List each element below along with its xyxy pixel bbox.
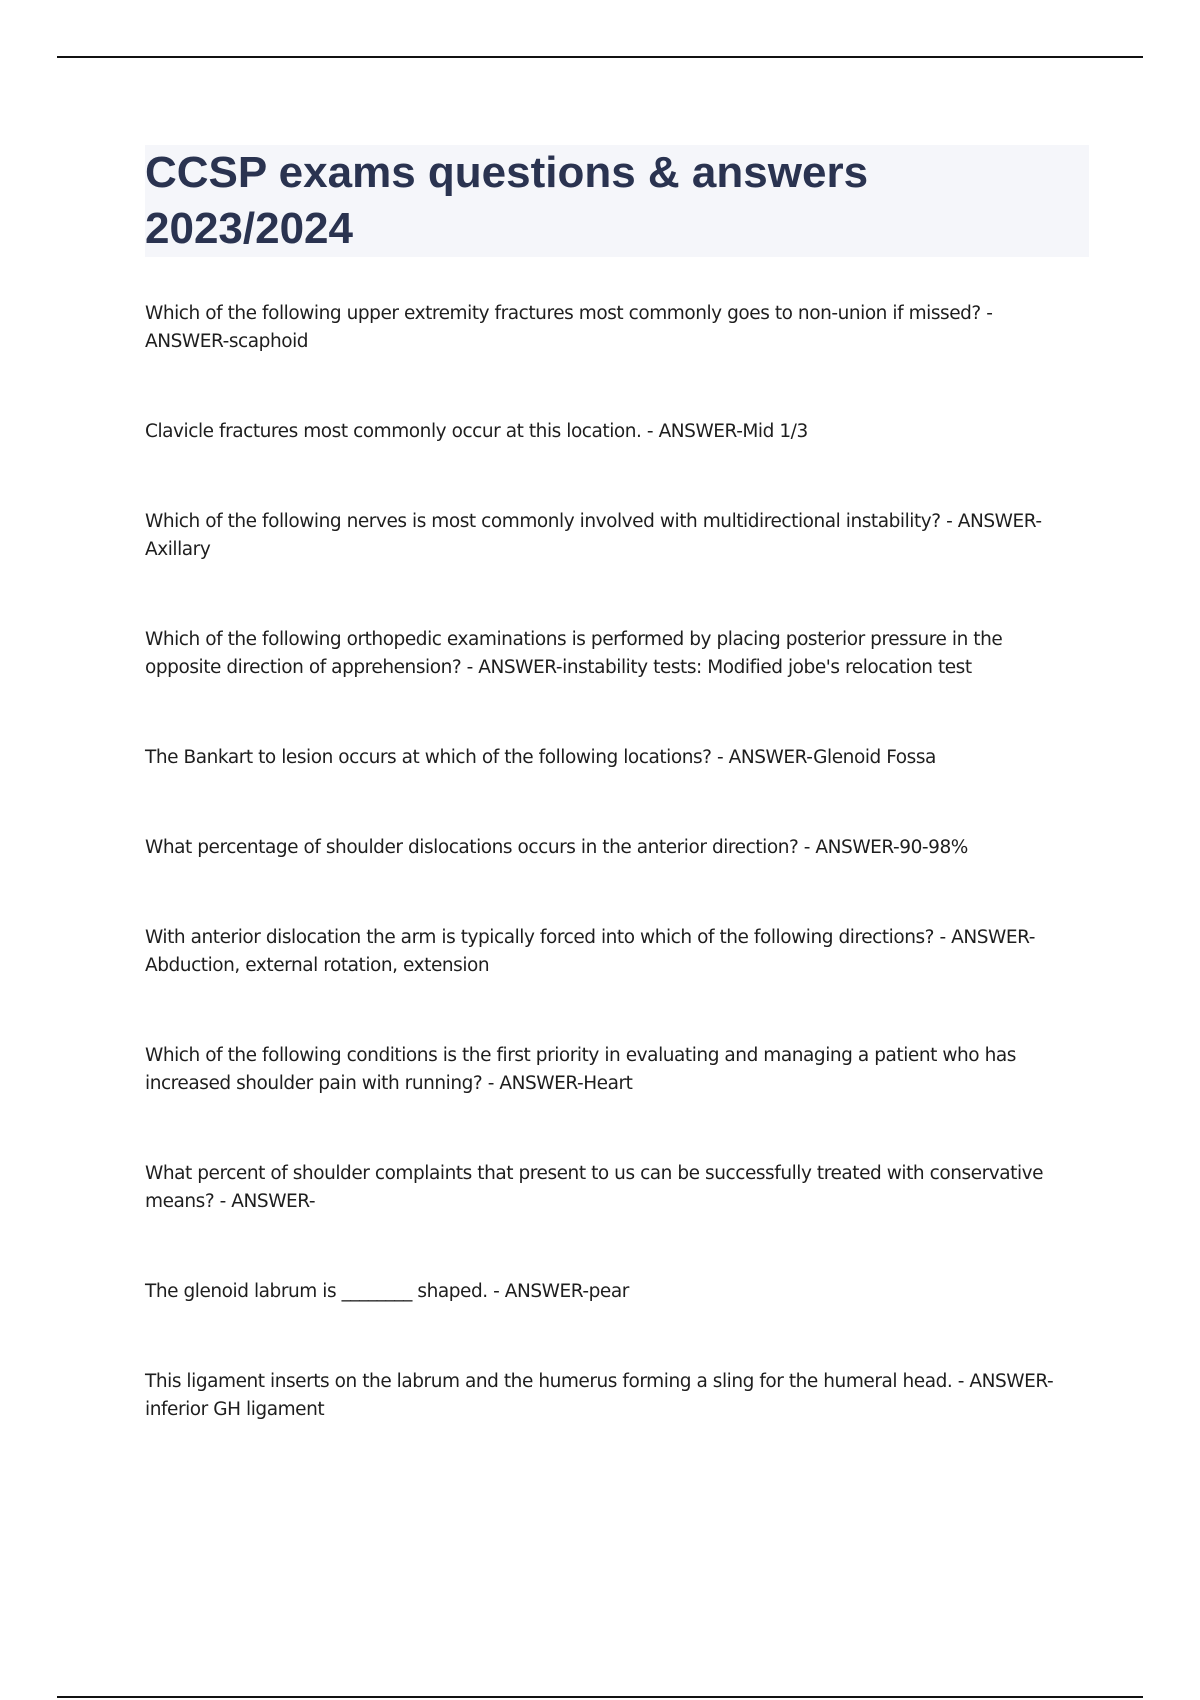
qa-item: Which of the following nerves is most commonly involved with multidirectional instability? - ANSWER-Axillary xyxy=(145,511,1042,560)
qa-item: Which of the following upper extremity fractures most commonly goes to non-union if missed? - ANSWER-scaphoid xyxy=(145,303,993,352)
qa-item: The Bankart to lesion occurs at which of the following locations? - ANSWER-Glenoid Fossa xyxy=(145,747,936,768)
title-banner xyxy=(145,145,1089,257)
page-title: CCSP exams questions & answers 2023/2024 xyxy=(145,148,869,253)
qa-item: With anterior dislocation the arm is typically forced into which of the following directions? - ANSWER-Abduction, external rotation, extension xyxy=(145,927,1035,976)
qa-item: This ligament inserts on the labrum and the humerus forming a sling for the humeral head. - ANSWER-inferior GH ligament xyxy=(145,1371,1054,1420)
qa-item: What percentage of shoulder dislocations occurs in the anterior direction? - ANSWER-90-98% xyxy=(145,837,968,858)
top-divider xyxy=(57,56,1143,58)
qa-item: Which of the following conditions is the first priority in evaluating and managing a patient who has increased shoulder pain with running? - ANSWER-Heart xyxy=(145,1045,1016,1094)
qa-item: Clavicle fractures most commonly occur at this location. - ANSWER-Mid 1/3 xyxy=(145,421,808,442)
bottom-divider xyxy=(57,1696,1143,1698)
qa-item: What percent of shoulder complaints that present to us can be successfully treated with conservative means? - ANSWER- xyxy=(145,1163,1044,1212)
qa-item: Which of the following orthopedic examinations is performed by placing posterior pressure in the opposite direction of apprehension? - ANSWER-instability tests: Modified jobe's relocation test xyxy=(145,629,1003,678)
qa-item: The glenoid labrum is ________ shaped. - ANSWER-pear xyxy=(145,1281,629,1302)
qa-list xyxy=(145,300,1075,1424)
